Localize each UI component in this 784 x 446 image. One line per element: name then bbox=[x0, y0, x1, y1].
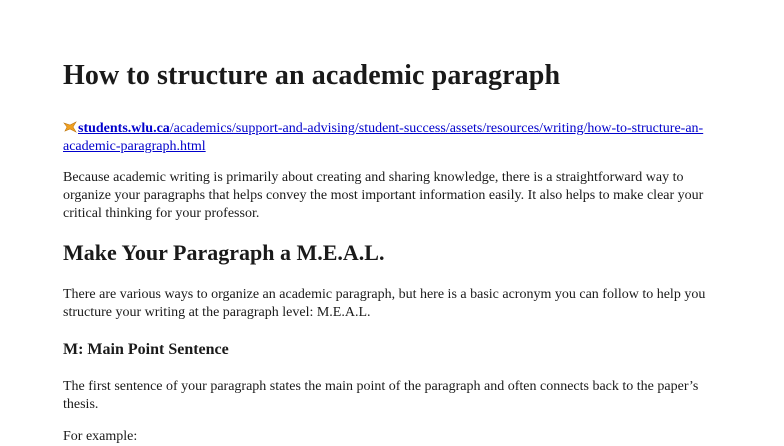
subsection-paragraph: The first sentence of your paragraph states the main point of the paragraph and often connects back to the paper’s thesis. bbox=[63, 379, 699, 412]
subsection-heading: M: Main Point Sentence bbox=[63, 341, 229, 358]
section-heading: Make Your Paragraph a M.E.A.L. bbox=[63, 240, 385, 265]
source-link-block bbox=[63, 120, 713, 156]
source-path: /academics/support-and-advising/student-success/assets/resources/writing/how-to-structure-an-academic-paragraph.html bbox=[63, 121, 704, 154]
example-label: For example: bbox=[63, 429, 138, 444]
source-domain: students.wlu.ca bbox=[78, 121, 170, 136]
page-title: How to structure an academic paragraph bbox=[63, 60, 561, 91]
intro-paragraph: Because academic writing is primarily about creating and sharing knowledge, there is a straightforward way to organize your paragraphs that helps convey the most important information easily. It also helps to make clear your critical thinking for your professor. bbox=[63, 170, 704, 221]
source-link[interactable] bbox=[63, 121, 703, 154]
section-intro-paragraph: There are various ways to organize an academic paragraph, but here is a basic acronym you can follow to help you structure your writing at the paragraph level: M.E.A.L. bbox=[63, 287, 706, 320]
bookmark-star-icon bbox=[63, 121, 77, 133]
